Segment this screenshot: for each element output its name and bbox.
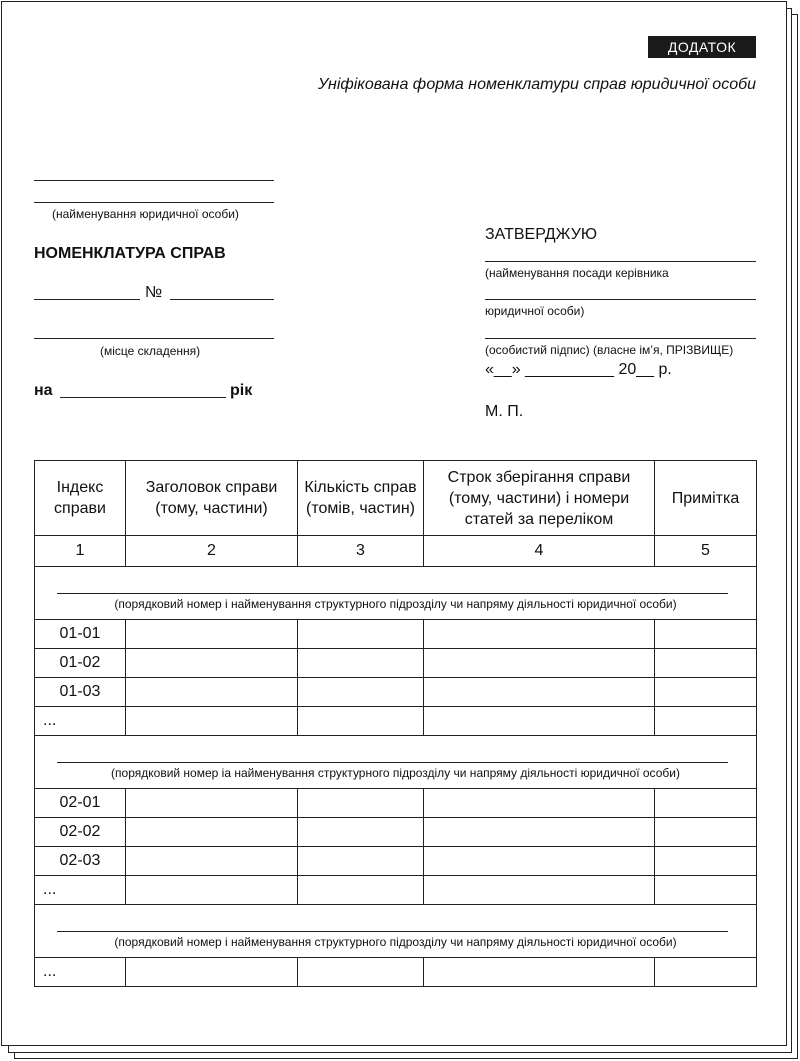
stamp-mark: М. П. bbox=[485, 403, 524, 420]
org-line-1 bbox=[34, 180, 274, 181]
position-caption: (найменування посади керівника bbox=[485, 266, 669, 280]
row-index: 01-02 bbox=[35, 649, 126, 678]
place-caption: (місце складення) bbox=[100, 344, 201, 358]
table-row bbox=[35, 847, 757, 876]
section-row bbox=[35, 567, 757, 620]
number-line bbox=[170, 299, 274, 300]
row-ellipsis: ... bbox=[35, 876, 126, 905]
section-caption: (порядковий номер і найменування структурного підрозділу чи напряму діяльності юридичної особи) bbox=[114, 935, 677, 949]
table-row bbox=[35, 958, 757, 987]
form-title: Уніфікована форма номенклатури справ юридичної особи bbox=[317, 76, 756, 93]
date-line bbox=[34, 299, 140, 300]
section-line bbox=[57, 593, 728, 594]
row-ellipsis: ... bbox=[35, 958, 126, 987]
org-caption: (найменування юридичної особи) bbox=[52, 207, 239, 221]
table-row bbox=[35, 876, 757, 905]
column-number: 4 bbox=[424, 536, 655, 567]
table-row bbox=[35, 789, 757, 818]
row-index: 02-01 bbox=[35, 789, 126, 818]
year-line bbox=[60, 397, 226, 398]
number-sign: № bbox=[145, 284, 163, 301]
doc-title: НОМЕНКЛАТУРА СПРАВ bbox=[34, 245, 226, 262]
nomenclature-table bbox=[34, 460, 757, 987]
section-row bbox=[35, 736, 757, 789]
header-title: Заголовок справи (тому, частини) bbox=[126, 461, 298, 536]
header-retention: Строк зберігання справи (тому, частини) і номери статей за переліком bbox=[424, 461, 655, 536]
place-line bbox=[34, 338, 274, 339]
section-line bbox=[57, 931, 728, 932]
year-suffix: рік bbox=[230, 382, 253, 399]
column-number: 5 bbox=[655, 536, 757, 567]
row-ellipsis: ... bbox=[35, 707, 126, 736]
table-row bbox=[35, 620, 757, 649]
approval-heading: ЗАТВЕРДЖУЮ bbox=[485, 226, 598, 243]
header-index: Індекс справи bbox=[35, 461, 126, 536]
column-number: 2 bbox=[126, 536, 298, 567]
appendix-badge: ДОДАТОК bbox=[648, 36, 756, 58]
section-caption: (порядковий номер іа найменування структурного підрозділу чи напряму діяльності юридичної особи) bbox=[111, 766, 680, 780]
table-row bbox=[35, 707, 757, 736]
year-prefix: на bbox=[34, 382, 53, 399]
header-count: Кількість справ (томів, частин) bbox=[298, 461, 424, 536]
section-row bbox=[35, 905, 757, 958]
table-row bbox=[35, 649, 757, 678]
position-line-1 bbox=[485, 261, 756, 262]
row-index: 02-03 bbox=[35, 847, 126, 876]
section-caption: (порядковий номер і найменування структурного підрозділу чи напряму діяльності юридичної особи) bbox=[114, 597, 677, 611]
row-index: 01-01 bbox=[35, 620, 126, 649]
row-index: 01-03 bbox=[35, 678, 126, 707]
signature-caption: (особистий підпис) (власне ім’я, ПРІЗВИЩЕ) bbox=[485, 343, 734, 357]
approval-date: «__» __________ 20__ р. bbox=[485, 361, 672, 378]
position-line-2 bbox=[485, 299, 756, 300]
position-caption-2: юридичної особи) bbox=[485, 304, 585, 318]
signature-line bbox=[485, 338, 756, 339]
table-row bbox=[35, 678, 757, 707]
table-row bbox=[35, 818, 757, 847]
column-number: 3 bbox=[298, 536, 424, 567]
org-line-2 bbox=[34, 202, 274, 203]
row-index: 02-02 bbox=[35, 818, 126, 847]
section-line bbox=[57, 762, 728, 763]
column-number: 1 bbox=[35, 536, 126, 567]
header-note: Примітка bbox=[655, 461, 757, 536]
